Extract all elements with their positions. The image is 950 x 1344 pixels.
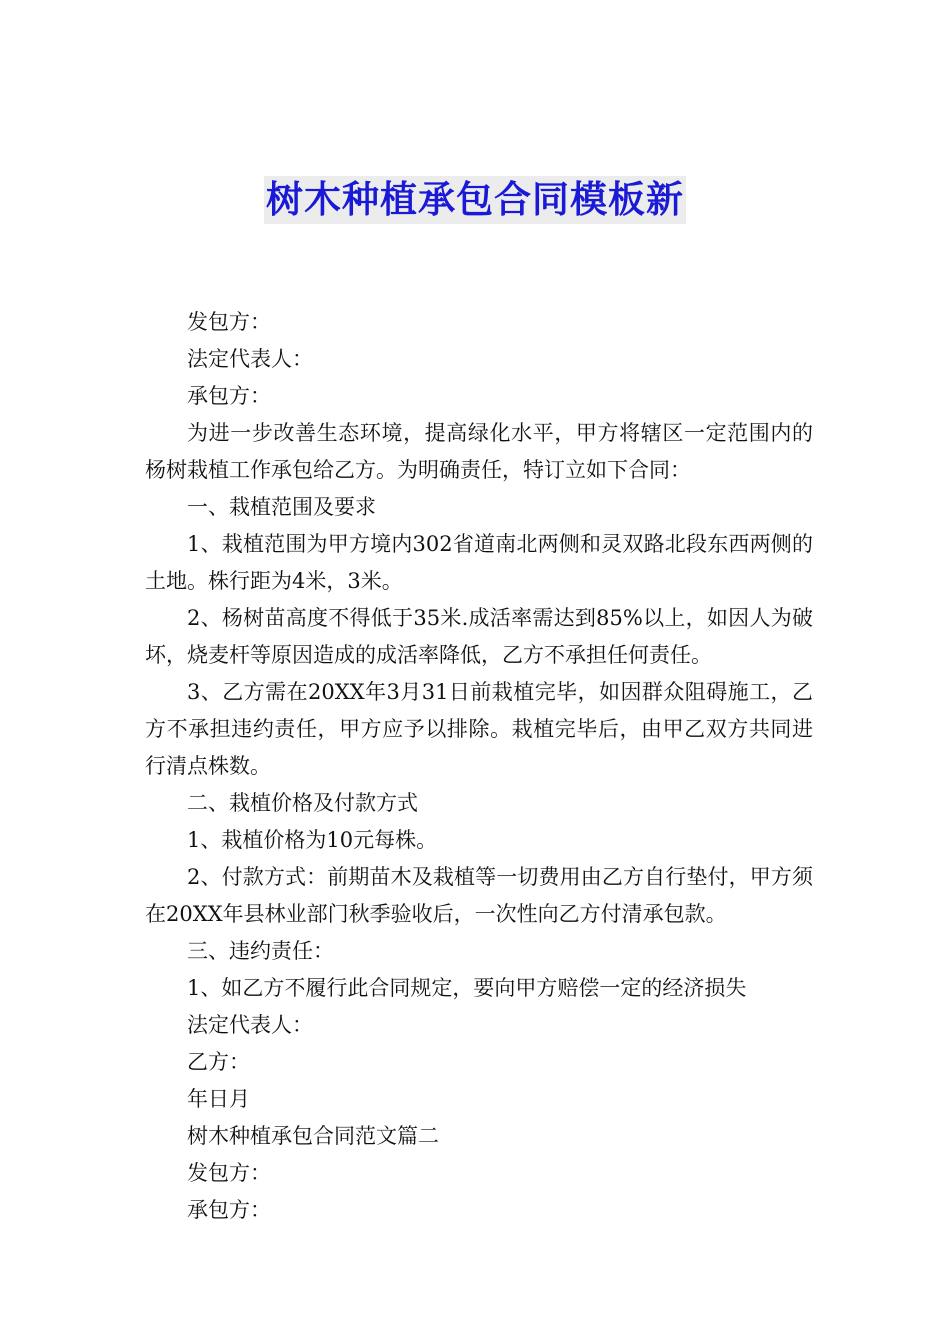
section-heading: 三、违约责任：: [187, 939, 334, 963]
document-title: 树木种植承包合同模板新: [264, 176, 686, 224]
paragraph: 3、乙方需在20XX年3月31日前栽植完毕，如因群众阻碍施工，乙方不承担违约责任，甲方应予以排除。栽植完毕后，由甲乙双方共同进行清点株数。: [145, 680, 813, 778]
paragraph: 发包方：: [187, 310, 271, 334]
paragraph: 法定代表人：: [187, 347, 313, 371]
paragraph: 法定代表人：: [187, 1013, 313, 1037]
paragraph: 承包方：: [187, 384, 271, 408]
paragraph: 树木种植承包合同范文篇二: [187, 1124, 439, 1148]
paragraph: 乙方：: [187, 1050, 250, 1074]
document-body: [145, 304, 813, 1229]
paragraph: 2、杨树苗高度不得低于35米.成活率需达到85%以上，如因人为破坏，烧麦杆等原因造成的成活率降低，乙方不承担任何责任。: [145, 606, 813, 667]
paragraph: 1、栽植范围为甲方境内302省道南北两侧和灵双路北段东西两侧的土地。株行距为4米，3米。: [145, 532, 813, 593]
paragraph: 年日月: [187, 1087, 250, 1111]
section-heading: 二、栽植价格及付款方式: [187, 791, 418, 815]
paragraph: 发包方：: [187, 1161, 271, 1185]
paragraph: 1、如乙方不履行此合同规定，要向甲方赔偿一定的经济损失: [187, 976, 747, 1000]
paragraph: 承包方：: [187, 1198, 271, 1222]
paragraph: 2、付款方式：前期苗木及栽植等一切费用由乙方自行垫付，甲方须在20XX年县林业部门秋季验收后，一次性向乙方付清承包款。: [145, 865, 813, 926]
paragraph: 1、栽植价格为10元每株。: [187, 828, 438, 852]
title-wrap: [0, 176, 950, 224]
section-heading: 一、栽植范围及要求: [187, 495, 376, 519]
paragraph: 为进一步改善生态环境，提高绿化水平，甲方将辖区一定范围内的杨树栽植工作承包给乙方。为明确责任，特订立如下合同：: [145, 421, 813, 482]
